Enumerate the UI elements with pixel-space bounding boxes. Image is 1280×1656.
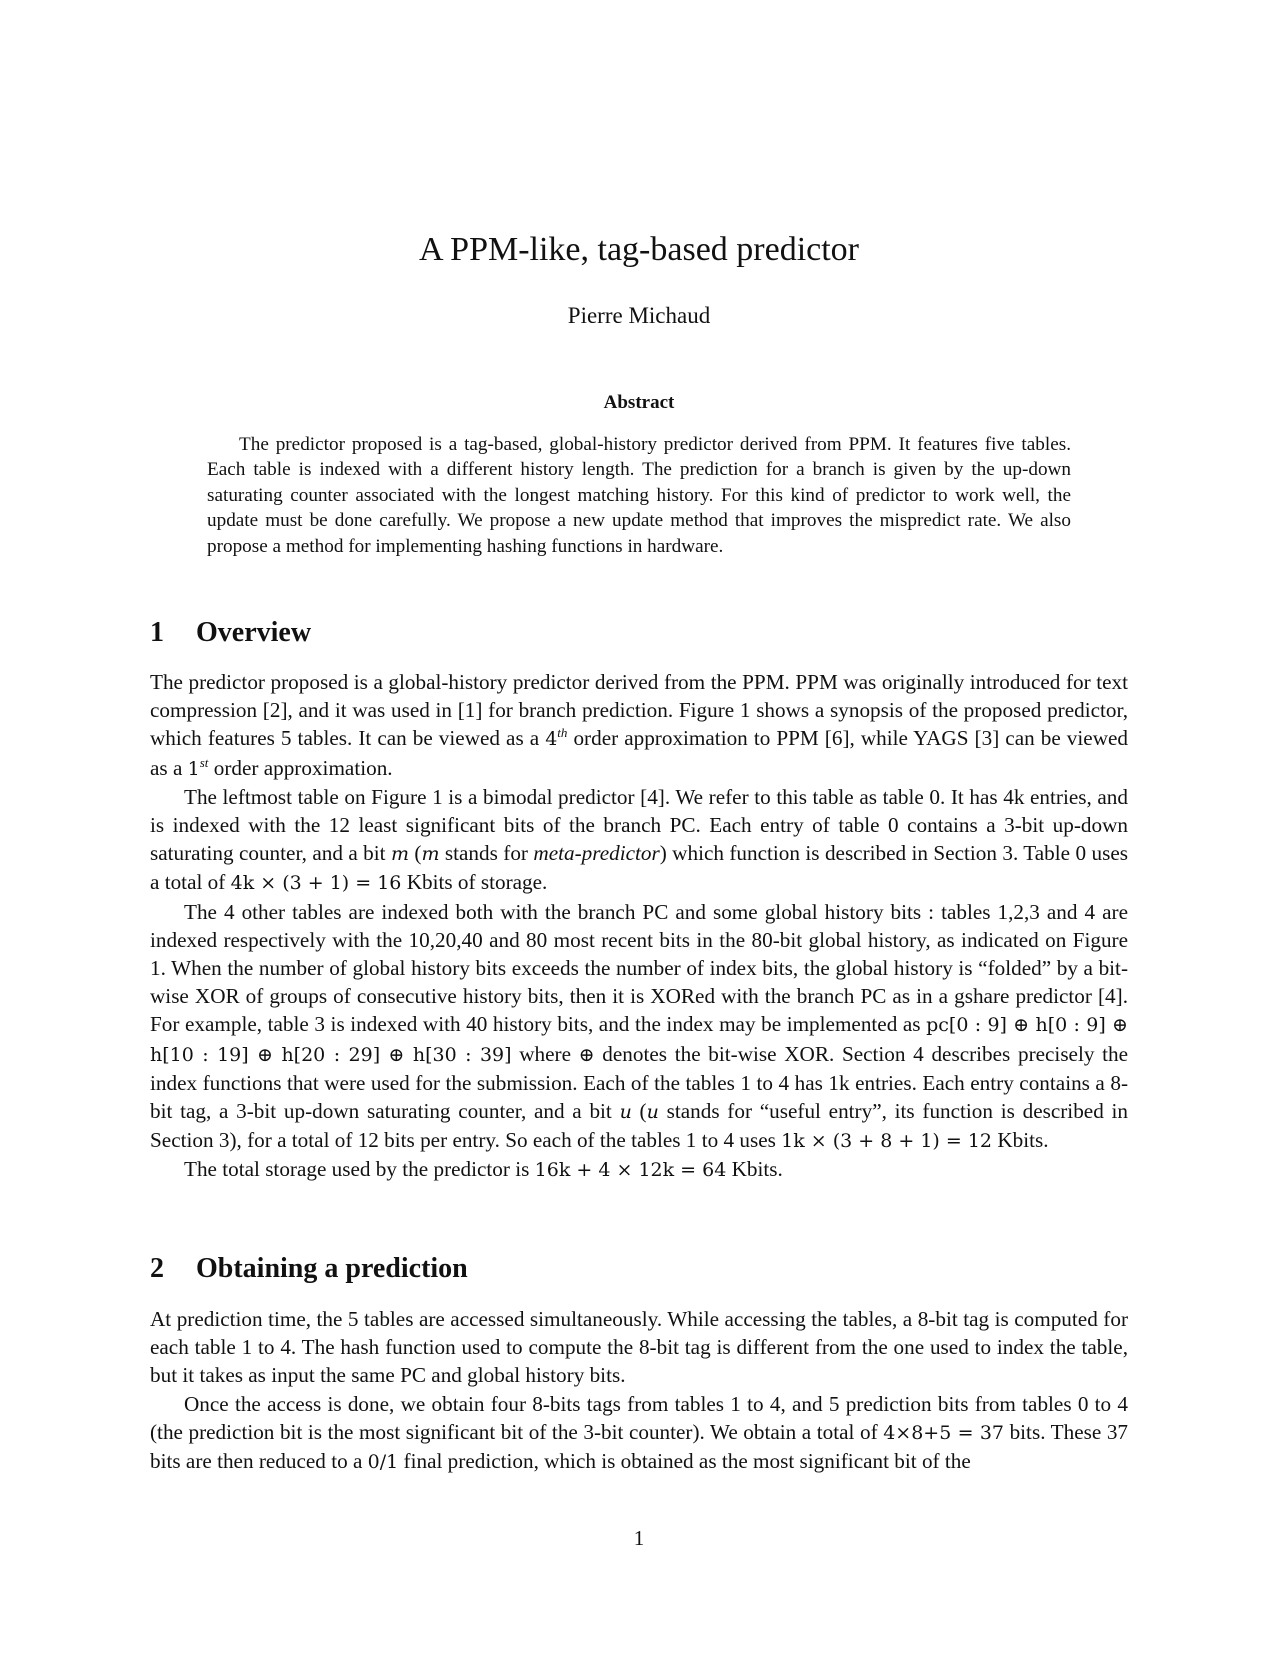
section-1-paragraph-1: The predictor proposed is a global-history predictor derived from the PPM. PPM was originally introduced for text compression [2], and it was used in [1] for branch prediction. Figure 1 shows a synopsis of the proposed predictor, which features 5 tables. It can be viewed as a 4th order approximation to PPM [6], while YAGS [3] can be viewed as a 1st order approximation. xyxy=(150,670,1128,780)
paper-title: A PPM-like, tag-based predictor xyxy=(418,231,860,268)
section-2-paragraph-1: At prediction time, the 5 tables are accessed simultaneously. While accessing the tables, a 8-bit tag is computed for each table 1 to 4. The hash function used to compute the 8-bit tag is different from the one used to index the table, but it takes as input the same PC and global history bits. xyxy=(150,1307,1128,1388)
abstract-text: The predictor proposed is a tag-based, global-history predictor derived from PPM. It features five tables. Each table is indexed with a different history length. The prediction for a branch is given by the up-down saturating counter associated with the longest matching history. For this kind of predictor to work well, the update must be done carefully. We propose a new update method that improves the mispredict rate. We also propose a method for implementing hashing functions in hardware. xyxy=(207,434,1071,557)
paper-author: Pierre Michaud xyxy=(567,303,711,328)
section-2-heading xyxy=(150,1252,468,1286)
section-2-number: 2 xyxy=(150,1253,164,1284)
section-1-paragraph-2: The leftmost table on Figure 1 is a bimodal predictor [4]. We refer to this table as table 0. It has 4k entries, and is indexed with the 12 least significant bits of the branch PC. Each entry of table 0 contains a 3-bit up-down saturating counter, and a bit m (m stands for meta-predictor) which function is described in Section 3. Table 0 uses a total of 4k × (3 + 1) = 16 Kbits of storage. xyxy=(150,784,1128,895)
section-1-title: Overview xyxy=(196,617,312,648)
section-1-paragraph-3: The 4 other tables are indexed both with the branch PC and some global history bits : tables 1,2,3 and 4 are indexed respectively with the 10,20,40 and 80 most recent bits in the 80-bit global history, as indicated on Figure 1. When the number of global history bits exceeds the number of index bits, the global history is “folded” by a bit-wise XOR of groups of consecutive history bits, then it is XORed with the branch PC as in a gshare predictor [4]. For example, table 3 is indexed with 40 history bits, and the index may be implemented as pc[0 : 9] ⊕ h[0 : 9] ⊕ h[10 : 19] ⊕ h[20 : 29] ⊕ h[30 : 39] where ⊕ denotes the bit-wise XOR. Section 4 describes precisely the index functions that were used for the submission. Each of the tables 1 to 4 has 1k entries. Each entry contains a 8-bit tag, a 3-bit up-down saturating counter, and a bit u (u stands for “useful entry”, its function is described in Section 3), for a total of 12 bits per entry. So each of the tables 1 to 4 uses 1k × (3 + 8 + 1) = 12 Kbits. xyxy=(150,899,1129,1153)
abstract-heading: Abstract xyxy=(603,392,675,413)
section-1-heading xyxy=(150,616,311,650)
page-number: 1 xyxy=(633,1526,645,1550)
section-2-body xyxy=(150,1305,1128,1476)
section-2-paragraph-2: Once the access is done, we obtain four 8-bits tags from tables 1 to 4, and 5 prediction bits from tables 0 to 4 (the prediction bit is the most significant bit of the 3-bit counter). We obtain a total of 4×8+5 = 37 bits. These 37 bits are then reduced to a 0/1 final prediction, which is obtained as the most significant bit of the xyxy=(150,1391,1129,1474)
section-1-number: 1 xyxy=(150,617,164,648)
section-2-title: Obtaining a prediction xyxy=(196,1253,468,1284)
section-1-body xyxy=(150,668,1128,1185)
section-1-paragraph-4: The total storage used by the predictor is 16k + 4 × 12k = 64 Kbits. xyxy=(184,1157,783,1182)
